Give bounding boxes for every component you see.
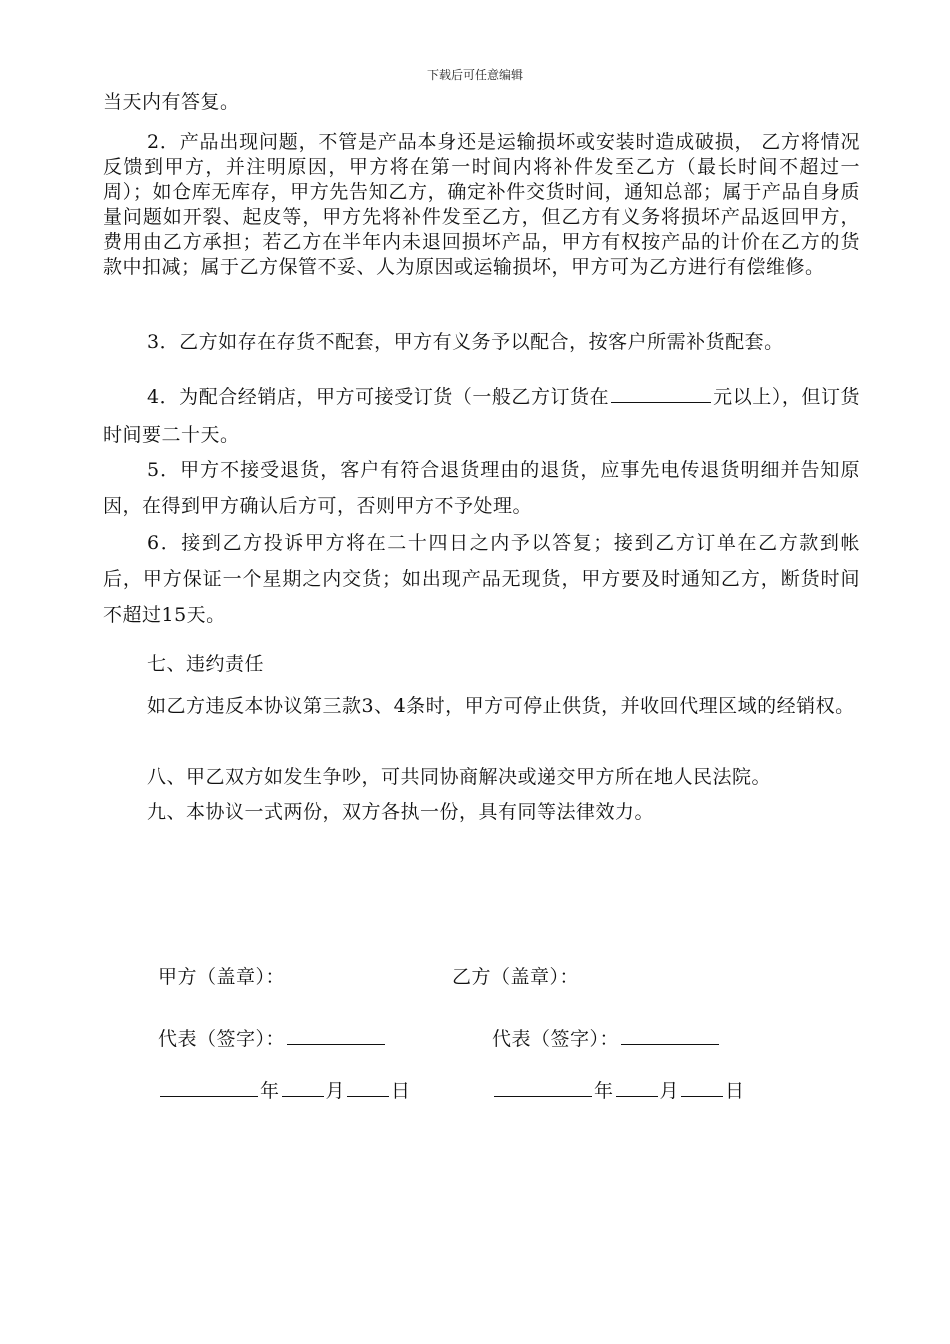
section-8: 八、甲乙双方如发生争吵，可共同协商解决或递交甲方所在地人民法院。 [147, 766, 772, 788]
party-a-signature-blank[interactable] [287, 1022, 385, 1045]
party-a-seal-label: 甲方（盖章）： [158, 966, 286, 988]
party-a-day-label: 日 [391, 1080, 411, 1102]
section-7-body: 如乙方违反本协议第三款3、4条时，甲方可停止供货，并收回代理区域的经销权。 [147, 695, 855, 717]
clause-6: 6．接到乙方投诉甲方将在二十四日之内予以答复；接到乙方订单在乙方款到帐后，甲方保证一个星期之内交货；如出现产品无现货，甲方要及时通知乙方，断货时间不超过15天。 [103, 532, 860, 626]
party-b-month-blank[interactable] [616, 1074, 658, 1097]
clause-4-text-before: 4．为配合经销店，甲方可接受订货（一般乙方订货在 [147, 386, 610, 408]
party-a-rep-label: 代表（签字）： [158, 1028, 286, 1050]
section-7-title: 七、违约责任 [147, 653, 265, 675]
party-a-year-label: 年 [260, 1080, 280, 1102]
party-b-month-label: 月 [659, 1080, 680, 1102]
party-b-date [492, 1074, 745, 1103]
clause-3: 3．乙方如存在存货不配套，甲方有义务予以配合，按客户所需补货配套。 [147, 331, 784, 353]
party-b-seal-label: 乙方（盖章）： [452, 966, 580, 988]
party-b-rep-label: 代表（签字）： [492, 1028, 620, 1050]
party-b-day-blank[interactable] [681, 1074, 723, 1097]
amount-blank [611, 380, 711, 403]
party-a-month-label: 月 [325, 1080, 346, 1102]
clause-2: 2．产品出现问题，不管是产品本身还是运输损坏或安装时造成破损， 乙方将情况反馈到甲方，并注明原因，甲方将在第一时间内将补件发至乙方（最长时间不超过一周）；如仓库无库存，甲方先告知乙方，确定补件交货时间，通知总部；属于产品自身质量问题如开裂、起皮等，甲方先将补件发至乙方，但乙方有义务将损坏产品返回甲方，费用由乙方承担；若乙方在半年内未退回损坏产品，甲方有权按产品的计价在乙方的货款中扣减；属于乙方保管不妥、人为原因或运输损坏，甲方可为乙方进行有偿维修。 [103, 131, 860, 278]
party-a-year-blank[interactable] [160, 1074, 258, 1097]
party-b-day-label: 日 [725, 1080, 745, 1102]
party-a-date [158, 1074, 411, 1103]
party-a-representative [158, 1022, 387, 1051]
section-9: 九、本协议一式两份，双方各执一份，具有同等法律效力。 [147, 801, 655, 823]
party-b-year-label: 年 [594, 1080, 614, 1102]
clause-5: 5．甲方不接受退货，客户有符合退货理由的退货，应事先电传退货明细并告知原因，在得到甲方确认后方可，否则甲方不予处理。 [103, 459, 860, 517]
paragraph-continuation: 当天内有答复。 [103, 91, 240, 113]
party-a-day-blank[interactable] [347, 1074, 389, 1097]
clause-4 [103, 378, 860, 454]
party-b-signature-blank[interactable] [621, 1022, 719, 1045]
party-b-year-blank[interactable] [494, 1074, 592, 1097]
clause-4-text-after: 元以上），但订货时间要二十天。 [103, 386, 860, 446]
party-a-month-blank[interactable] [282, 1074, 324, 1097]
party-b-representative [492, 1022, 721, 1051]
page-header-note: 下载后可任意编辑 [426, 68, 523, 82]
